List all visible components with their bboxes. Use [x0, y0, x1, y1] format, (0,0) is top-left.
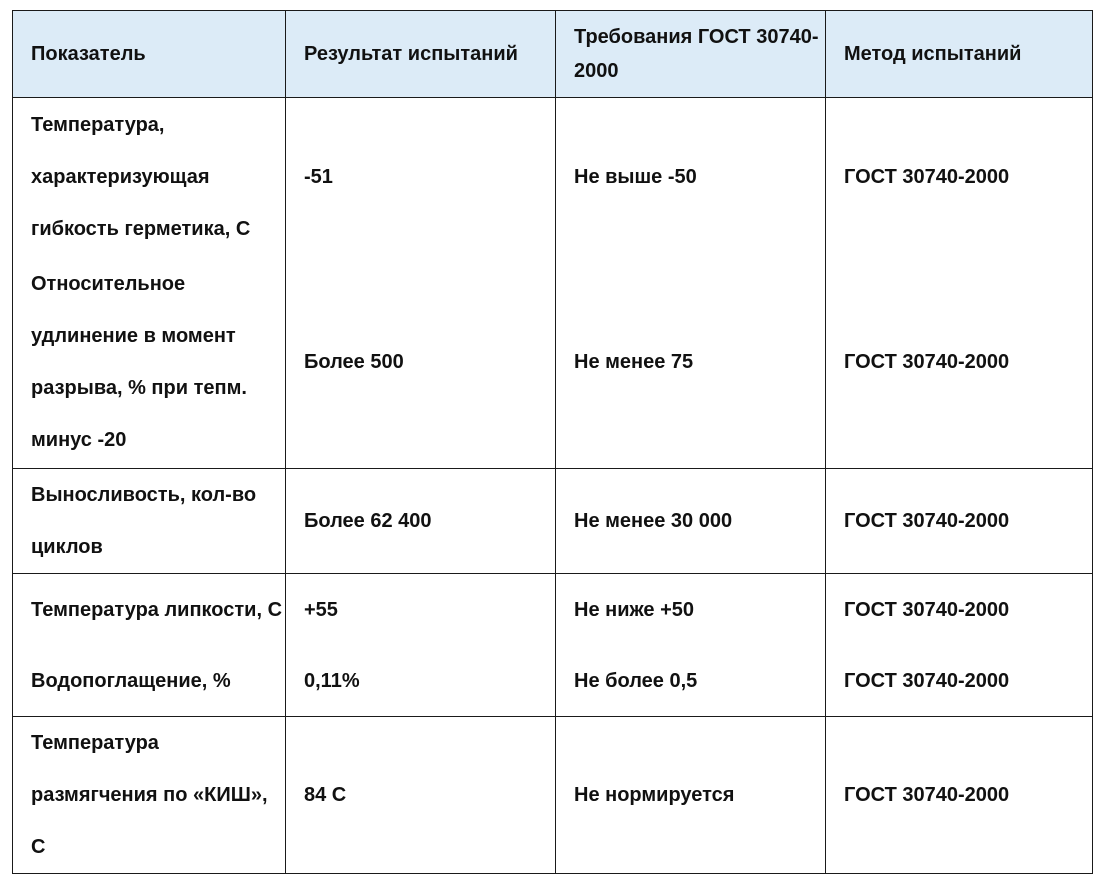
table-row: [13, 256, 1093, 469]
cell-indicator: Водопоглащение, %: [13, 646, 286, 717]
cell-result: 0,11%: [286, 646, 556, 717]
cell-method: ГОСТ 30740-2000: [826, 98, 1093, 257]
cell-result: Более 500: [286, 256, 556, 469]
header-test-result: Результат испытаний: [286, 11, 556, 98]
cell-method: ГОСТ 30740-2000: [826, 646, 1093, 717]
cell-indicator: Выносливость, кол-во циклов: [13, 469, 286, 574]
cell-method: ГОСТ 30740-2000: [826, 717, 1093, 874]
cell-method: ГОСТ 30740-2000: [826, 256, 1093, 469]
cell-result: 84 С: [286, 717, 556, 874]
table-row: [13, 717, 1093, 874]
cell-requirement: Не нормируется: [556, 717, 826, 874]
cell-method: ГОСТ 30740-2000: [826, 469, 1093, 574]
cell-requirement: Не ниже +50: [556, 574, 826, 647]
table-row: [13, 469, 1093, 574]
cell-indicator: Температура липкости, С: [13, 574, 286, 647]
cell-requirement: Не более 0,5: [556, 646, 826, 717]
table-row: [13, 646, 1093, 717]
table-header-row: [13, 11, 1093, 98]
table-row: [13, 98, 1093, 257]
cell-result: -51: [286, 98, 556, 257]
header-test-method: Метод испытаний: [826, 11, 1093, 98]
cell-method: ГОСТ 30740-2000: [826, 574, 1093, 647]
cell-indicator: Температура, характеризующая гибкость герметика, С: [13, 98, 286, 257]
table-row: [13, 574, 1093, 647]
cell-indicator: Температура размягчения по «КИШ», С: [13, 717, 286, 874]
header-gost-requirement: Требования ГОСТ 30740-2000: [556, 11, 826, 98]
specification-table: [12, 10, 1093, 874]
cell-indicator: Относительное удлинение в момент разрыва, % при тепм. минус -20: [13, 256, 286, 469]
cell-result: Более 62 400: [286, 469, 556, 574]
cell-requirement: Не менее 30 000: [556, 469, 826, 574]
header-indicator: Показатель: [13, 11, 286, 98]
cell-requirement: Не менее 75: [556, 256, 826, 469]
cell-result: +55: [286, 574, 556, 647]
cell-requirement: Не выше -50: [556, 98, 826, 257]
